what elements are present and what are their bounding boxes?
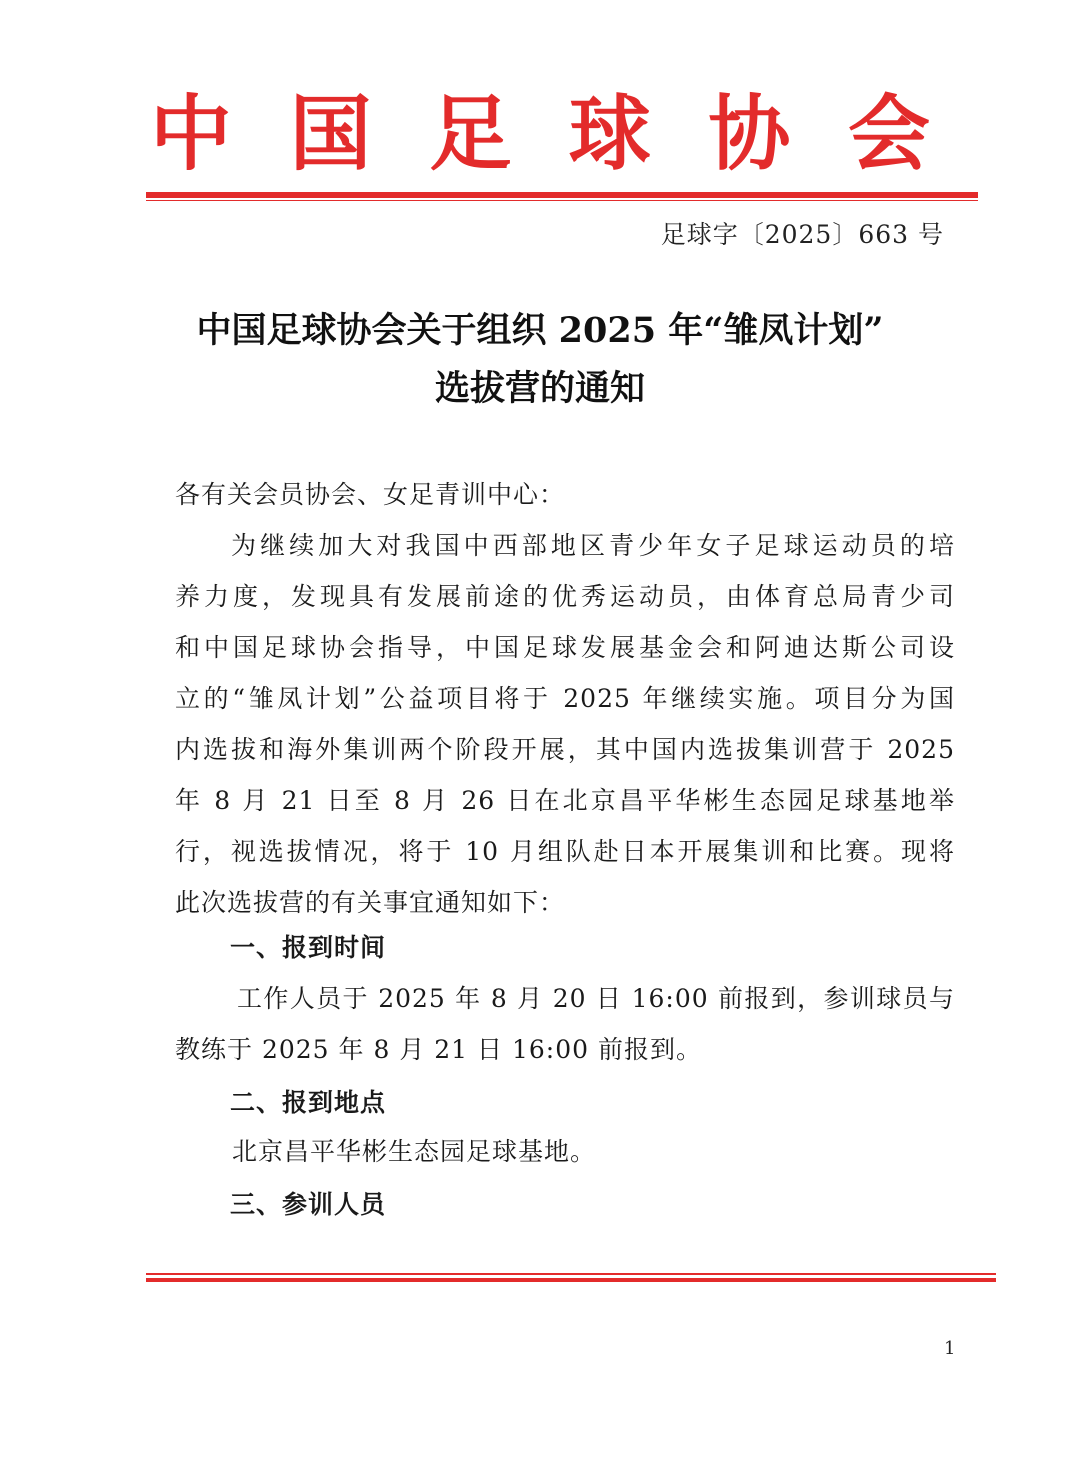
section-heading-participants: 三、参训人员 bbox=[230, 1190, 387, 1219]
document-number: 足球字〔2025〕663 号 bbox=[660, 220, 944, 249]
report-time-line: 工作人员于 2025 年 8 月 20 日 16:00 前报到，参训球员与 bbox=[237, 984, 955, 1013]
notice-title-line-1: 中国足球协会关于组织 2025 年“雏凤计划” bbox=[196, 310, 884, 351]
intro-line: 和中国足球协会指导，中国足球发展基金会和阿迪达斯公司设 bbox=[175, 633, 955, 662]
intro-line: 为继续加大对我国中西部地区青少年女子足球运动员的培 bbox=[231, 531, 955, 560]
section-report-time-text bbox=[175, 973, 955, 1075]
intro-line: 养力度，发现具有发展前途的优秀运动员，由体育总局青少司 bbox=[175, 582, 955, 611]
report-time-line: 教练于 2025 年 8 月 21 日 16:00 前报到。 bbox=[175, 1035, 702, 1064]
footer-red-rule bbox=[146, 1273, 996, 1275]
section-heading-report-time: 一、报到时间 bbox=[230, 933, 387, 962]
intro-paragraph bbox=[175, 520, 955, 928]
notice-title bbox=[120, 302, 960, 418]
letterhead-red-rule bbox=[146, 192, 978, 198]
salutation: 各有关会员协会、女足青训中心： bbox=[175, 480, 566, 509]
section-report-location-text: 北京昌平华彬生态园足球基地。 bbox=[232, 1137, 597, 1166]
letterhead-char: 协 bbox=[708, 86, 791, 182]
letterhead-char: 国 bbox=[289, 86, 372, 182]
intro-line: 立的“雏凤计划”公益项目将于 2025 年继续实施。项目分为国 bbox=[175, 684, 955, 713]
intro-line: 此次选拔营的有关事宜通知如下： bbox=[175, 888, 566, 917]
letterhead-char: 中 bbox=[150, 86, 233, 182]
intro-line: 年 8 月 21 日至 8 月 26 日在北京昌平华彬生态园足球基地举 bbox=[175, 786, 955, 815]
section-heading-report-location: 二、报到地点 bbox=[230, 1088, 387, 1117]
intro-line: 行，视选拔情况，将于 10 月组队赴日本开展集训和比赛。现将 bbox=[175, 837, 955, 866]
notice-title-line-2: 选拔营的通知 bbox=[434, 368, 645, 409]
intro-line: 内选拔和海外集训两个阶段开展，其中国内选拔集训营于 2025 bbox=[175, 735, 955, 764]
letterhead-title bbox=[150, 84, 930, 184]
letterhead-char: 会 bbox=[847, 86, 930, 182]
letterhead-char: 足 bbox=[429, 86, 512, 182]
letterhead-char: 球 bbox=[568, 86, 651, 182]
page-number: 1 bbox=[944, 1338, 956, 1359]
